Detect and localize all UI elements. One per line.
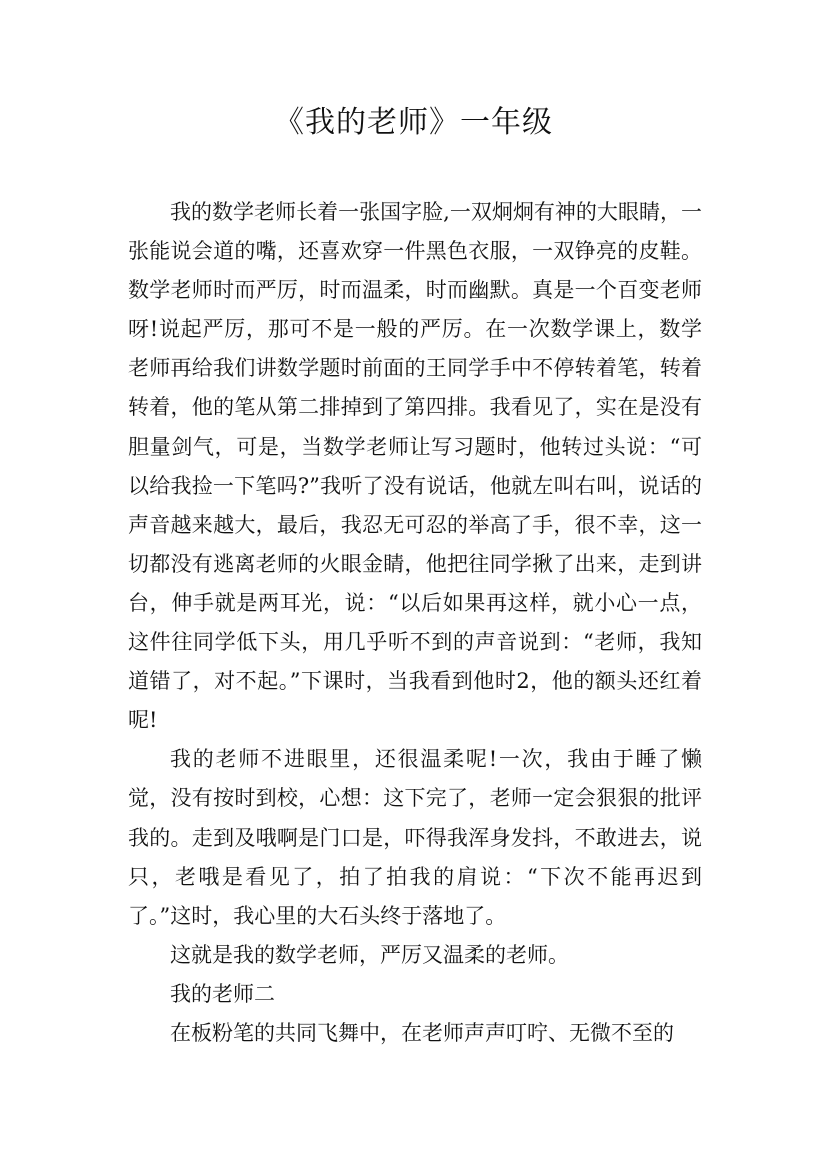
document-title: 《我的老师》一年级 (274, 105, 553, 140)
document-body (128, 193, 702, 1053)
paragraph-3: 这就是我的数学老师，严厉又温柔的老师。 (170, 942, 569, 967)
paragraph-1: 我的数学老师长着一张国字脸,一双炯炯有神的大眼睛，一张能说会道的嘴，还喜欢穿一件黑色衣服，一双铮亮的皮鞋。数学老师时而严厉，时而温柔，时而幽默。真是一个百变老师呀!说起严厉，那可不是一般的严厉。在一次数学课上，数学老师再给我们讲数学题时前面的王同学手中不停转着笔，转着转着，他的笔从第二排掉到了第四排。我看见了，实在是没有胆量剑气，可是，当数学老师让写习题时，他转过头说：“可以给我捡一下笔吗?”我听了没有说话，他就左叫右叫，说话的声音越来越大，最后，我忍无可忍的举高了手，很不幸，这一切都没有逃离老师的火眼金睛，他把往同学揪了出来，走到讲台，伸手就是两耳光，说：“以后如果再这样，就小心一点，这件往同学低下头，用几乎听不到的声音说到：“老师，我知道错了，对不起。”下课时，当我看到他时2，他的额头还红着呢! (128, 200, 702, 733)
paragraph-4: 在板粉笔的共同飞舞中，在老师声声叮咛、无微不至的 (170, 1020, 674, 1045)
paragraph-2: 我的老师不进眼里，还很温柔呢!一次，我由于睡了懒觉，没有按时到校，心想：这下完了，老师一定会狠狠的批评我的。走到及哦啊是门口是，吓得我浑身发抖，不敢进去，说只，老哦是看见了，拍了拍我的肩说：“下次不能再迟到了。”这时，我心里的大石头终于落地了。 (128, 747, 702, 928)
section-heading-teacher-two: 我的老师二 (170, 981, 275, 1006)
